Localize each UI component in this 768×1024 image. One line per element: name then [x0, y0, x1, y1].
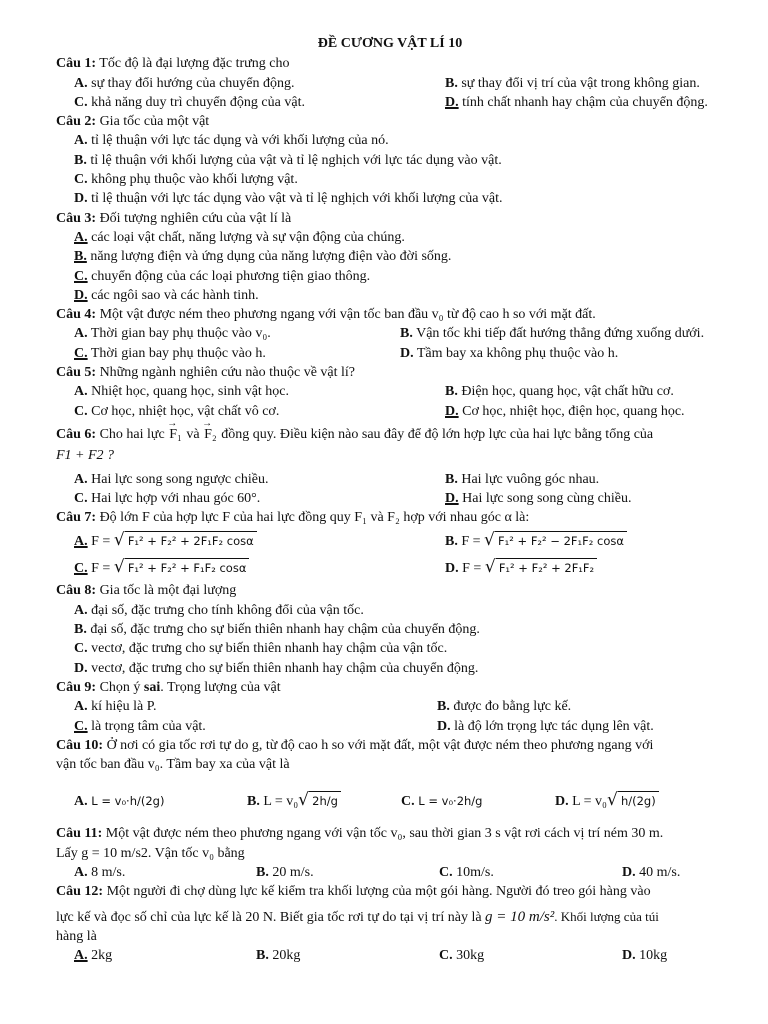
question-label: Câu 3:: [56, 210, 97, 226]
option-c: [421, 863, 604, 882]
formula-prefix: F =: [87, 560, 114, 576]
sqrt-formula: [298, 794, 341, 808]
option-row: [56, 382, 724, 401]
question-text: Gia tốc là một đại lượng: [96, 583, 237, 599]
option-label-answer: C.: [74, 345, 88, 361]
option-d: [56, 286, 724, 305]
option-label: C.: [74, 490, 88, 506]
sqrt-formula: [114, 561, 250, 575]
option-row: [56, 324, 724, 343]
question-label: Câu 9:: [56, 679, 97, 695]
option-label: B.: [437, 699, 450, 715]
option-label: D.: [400, 345, 414, 361]
question-label: Câu 1:: [56, 56, 97, 72]
formula: L = v₀·h/(2g): [87, 793, 165, 808]
radicand: h/(2g): [618, 791, 659, 811]
option-text: 20 m/s.: [268, 864, 314, 880]
option-a: [56, 697, 419, 716]
option-label: A.: [74, 471, 88, 487]
option-label: B.: [74, 249, 87, 265]
option-c: [56, 639, 724, 658]
option-label-answer: D.: [445, 403, 459, 419]
option-d: [604, 946, 768, 965]
option-label: D.: [622, 948, 636, 964]
option-d: [427, 93, 708, 112]
option-text: Thời gian bay phụ thuộc vào v₀.: [87, 326, 271, 342]
option-label: B.: [74, 152, 87, 168]
question-stem: [56, 736, 724, 755]
option-b: [229, 791, 383, 811]
question-text: và: [182, 426, 204, 442]
question-1: [56, 54, 724, 112]
question-label: Câu 11:: [56, 826, 103, 842]
question-stem: [56, 54, 724, 73]
option-b: [56, 151, 724, 170]
option-d: [56, 189, 724, 208]
question-label: Câu 2:: [56, 114, 97, 130]
option-label: B.: [256, 948, 269, 964]
option-text: được đo bằng lực kế.: [449, 699, 572, 715]
question-stem: [56, 508, 724, 527]
option-c: [421, 946, 604, 965]
option-row: [56, 527, 724, 554]
question-text: Ở nơi có gia tốc rơi tự do g, từ độ cao h so với mặt đất, một vật được ném theo phương ngang với: [103, 737, 654, 753]
option-text: Thời gian bay phụ thuộc vào h.: [87, 345, 266, 361]
option-b: [238, 946, 421, 965]
option-label: C.: [439, 864, 453, 880]
radicand: F₁² + F₂² + 2F₁F₂: [496, 558, 597, 578]
option-c: [383, 792, 537, 811]
option-c: [56, 717, 419, 736]
question-4: [56, 305, 724, 363]
question-text-line2: F1 + F2 ?: [56, 448, 115, 464]
option-a: [56, 74, 427, 93]
question-text: lực kế và đọc số chỉ của lực kế là 20 N. Biết gia tốc rơi tự do tại vị trí này là: [56, 909, 486, 925]
question-text-line2: [56, 907, 724, 927]
option-d: [56, 659, 724, 678]
question-text: Những ngành nghiên cứu nào thuộc về vật lí?: [96, 365, 356, 381]
question-text: . Khối lượng của túi: [554, 908, 659, 924]
question-12: [56, 882, 724, 965]
radicand: F₁² + F₂² + F₁F₂ cosα: [125, 558, 250, 578]
option-text: là trọng tâm của vật.: [87, 718, 206, 734]
question-5: [56, 363, 724, 421]
option-c: [56, 170, 724, 189]
option-text: Cơ học, nhiệt học, vật chất vô cơ.: [87, 403, 280, 419]
option-text: Hai lực song song cùng chiều.: [458, 490, 632, 506]
option-text: tỉ lệ thuận với khối lượng của vật và tỉ lệ nghịch với lực tác dụng vào vật.: [86, 152, 502, 168]
option-c: [56, 402, 427, 421]
option-b: [238, 863, 421, 882]
vector-f2: → F₂: [203, 425, 218, 444]
option-row: [56, 344, 724, 363]
question-stem: [56, 363, 724, 382]
formula-prefix: L = v₀: [568, 794, 607, 810]
option-row: [56, 717, 724, 736]
option-text: Điện học, quang học, vật chất hữu cơ.: [457, 384, 674, 400]
option-label: D.: [74, 287, 88, 303]
option-label: C.: [74, 172, 88, 188]
question-label: Câu 10:: [56, 737, 104, 753]
option-b: [56, 247, 724, 266]
option-label: C.: [74, 403, 88, 419]
option-b: [427, 382, 674, 401]
option-label: B.: [74, 622, 87, 638]
option-label-answer: A.: [74, 533, 88, 549]
option-row: [56, 778, 724, 824]
option-label: B.: [247, 794, 260, 810]
option-a: [56, 382, 427, 401]
option-text: các loại vật chất, năng lượng và sự vận động của chúng.: [87, 229, 405, 245]
option-d: [604, 863, 768, 882]
option-label-answer: A.: [74, 229, 88, 245]
option-b: [427, 470, 599, 489]
option-text: 20kg: [268, 948, 301, 964]
option-row: [56, 470, 724, 489]
question-text: Một vật được ném theo phương ngang với vận tốc v₀, sau thời gian 3 s vật rơi cách vị trí ném 30 m.: [102, 826, 664, 842]
option-label: B.: [400, 326, 413, 342]
option-text: khả năng duy trì chuyển động của vật.: [87, 94, 305, 110]
vector-f1: → F₁: [168, 425, 183, 444]
option-a: [56, 131, 724, 150]
option-a: [56, 531, 427, 551]
option-label: D.: [555, 794, 569, 810]
option-text: tỉ lệ thuận với lực tác dụng và với khối lượng của nó.: [87, 133, 389, 149]
option-label: C.: [74, 641, 88, 657]
question-label: Câu 4:: [56, 307, 97, 323]
option-d: [427, 489, 631, 508]
option-c: [56, 93, 427, 112]
question-text-line2: Lấy g = 10 m/s2. Vận tốc v₀ bằng: [56, 845, 245, 861]
option-label: D.: [622, 864, 636, 880]
question-9: [56, 678, 724, 736]
option-label: C.: [74, 560, 88, 576]
question-10: [56, 736, 724, 825]
question-label: Câu 5:: [56, 365, 97, 381]
option-label: A.: [74, 699, 88, 715]
formula-prefix: L = v₀: [259, 794, 299, 810]
question-stem: [56, 112, 724, 131]
option-d: [537, 791, 720, 811]
question-stem: [56, 209, 724, 228]
option-text: Hai lực hợp với nhau góc 60°.: [87, 490, 261, 506]
option-label: B.: [256, 864, 269, 880]
option-label-answer: C.: [74, 718, 88, 734]
option-label-answer: D.: [445, 94, 459, 110]
option-row: [56, 489, 724, 508]
radicand: 2h/g: [309, 791, 341, 811]
option-label: A.: [74, 864, 88, 880]
question-text: Cho hai lực: [96, 426, 169, 442]
formula: L = v₀·2h/g: [414, 793, 483, 808]
option-label: D.: [437, 718, 451, 734]
option-row: [56, 93, 724, 112]
option-row: [56, 697, 724, 716]
question-emphasis: sai: [143, 679, 161, 695]
option-label: A.: [74, 793, 88, 809]
option-label: C.: [401, 793, 415, 809]
option-text: Tầm bay xa không phụ thuộc vào h.: [413, 345, 619, 361]
option-label-answer: A.: [74, 948, 88, 964]
option-b: [427, 74, 700, 93]
sqrt-formula: [114, 534, 257, 548]
option-label: A.: [74, 133, 88, 149]
question-text: Đối tượng nghiên cứu của vật lí là: [96, 210, 292, 226]
option-b: [419, 697, 571, 716]
option-label: C.: [439, 948, 453, 964]
question-3: [56, 209, 724, 305]
question-text: Chọn ý: [96, 679, 144, 695]
radicand: F₁² + F₂² + 2F₁F₂ cosα: [125, 531, 257, 551]
option-label: A.: [74, 384, 88, 400]
radicand: F₁² + F₂² − 2F₁F₂ cosα: [495, 531, 627, 551]
question-stem: [56, 678, 724, 697]
option-text: Cơ học, nhiệt học, điện học, quang học.: [458, 403, 685, 419]
question-6: [56, 421, 724, 508]
option-label: B.: [445, 533, 458, 549]
option-text: Hai lực song song ngược chiều.: [87, 471, 269, 487]
question-text: Một vật được ném theo phương ngang với vận tốc ban đầu v₀ từ độ cao h so với mặt đất.: [96, 307, 596, 323]
document-title: ĐỀ CƯƠNG VẬT LÍ 10: [317, 36, 463, 51]
option-row: [56, 554, 724, 581]
option-text: sự thay đổi hướng của chuyển động.: [87, 75, 295, 91]
option-label: A.: [74, 326, 88, 342]
question-text: Một người đi chợ dùng lực kế kiểm tra khối lượng của một gói hàng. Người đó treo gói hàng vào: [103, 884, 651, 900]
question-text: Độ lớn F của hợp lực F của hai lực đồng quy F₁ và F₂ hợp với nhau góc α là:: [96, 510, 530, 526]
question-text: Gia tốc của một vật: [96, 114, 210, 130]
option-d: [427, 402, 685, 421]
option-text: tính chất nhanh hay chậm của chuyển động.: [458, 94, 708, 110]
formula-prefix: F =: [87, 533, 114, 549]
question-stem: [56, 425, 724, 444]
question-label: Câu 6:: [56, 426, 97, 442]
option-a: [56, 228, 724, 247]
option-c: [56, 489, 427, 508]
option-text: 40 m/s.: [635, 864, 681, 880]
option-c: [56, 267, 724, 286]
option-text: 10m/s.: [452, 864, 494, 880]
question-label: Câu 12:: [56, 884, 104, 900]
option-label: D.: [74, 660, 88, 676]
option-text: không phụ thuộc vào khối lượng vật.: [87, 172, 298, 188]
option-text: 30kg: [452, 948, 485, 964]
sqrt-formula: [607, 794, 659, 808]
option-b: [56, 620, 724, 639]
formula: g = 10 m/s²: [485, 908, 555, 925]
option-label: C.: [74, 94, 88, 110]
option-text: Vận tốc khi tiếp đất hướng thẳng đứng xuống dưới.: [412, 326, 705, 342]
option-text: tỉ lệ thuận với lực tác dụng vào vật và tỉ lệ nghịch với khối lượng của vật.: [87, 191, 503, 207]
option-d: [427, 558, 597, 578]
option-row: [56, 74, 724, 93]
option-label-answer: D.: [445, 490, 459, 506]
question-label: Câu 8:: [56, 583, 97, 599]
question-text-line2: vận tốc ban đầu v₀. Tầm bay xa của vật là: [56, 757, 290, 773]
option-text: 8 m/s.: [87, 864, 126, 880]
option-text: vectơ, đặc trưng cho sự biến thiên nhanh hay chậm của vận tốc.: [87, 641, 448, 657]
option-label: A.: [74, 75, 88, 91]
question-label: Câu 7:: [56, 510, 97, 526]
question-stem: [56, 305, 724, 324]
option-text: các ngôi sao và các hành tinh.: [87, 287, 259, 303]
option-a: [56, 946, 238, 965]
question-stem: [56, 824, 724, 843]
formula-prefix: F =: [457, 533, 485, 549]
option-text: 10kg: [635, 948, 668, 964]
option-text: Nhiệt học, quang học, sinh vật học.: [87, 384, 290, 400]
question-7: [56, 508, 724, 581]
option-a: [56, 863, 238, 882]
option-label: B.: [445, 75, 458, 91]
option-label: B.: [445, 471, 458, 487]
question-text: . Trọng lượng của vật: [160, 679, 281, 695]
formula-prefix: F =: [458, 560, 485, 576]
sqrt-formula: [484, 534, 627, 548]
option-label: D.: [445, 560, 459, 576]
option-row: [56, 402, 724, 421]
option-label: A.: [74, 602, 88, 618]
question-2: [56, 112, 724, 208]
question-stem: [56, 882, 724, 901]
option-b: [427, 531, 627, 551]
option-a: [56, 601, 724, 620]
option-row: [56, 863, 724, 882]
option-a: [56, 470, 427, 489]
option-text: đại số, đặc trưng cho tính không đổi của vận tốc.: [87, 602, 364, 618]
option-text: 2kg: [87, 948, 113, 964]
question-stem: [56, 581, 724, 600]
option-label: C.: [74, 268, 88, 284]
option-text: kí hiệu là P.: [87, 699, 157, 715]
option-row: [56, 946, 724, 965]
option-text: sự thay đổi vị trí của vật trong không gian.: [457, 75, 700, 91]
option-d: [382, 344, 618, 363]
question-text: đồng quy. Điều kiện nào sau đây để độ lớn hợp lực của hai lực bằng tổng của: [217, 426, 654, 442]
option-text: chuyển động của các loại phương tiện giao thông.: [87, 268, 371, 284]
sqrt-formula: [485, 561, 597, 575]
question-text-line3: hàng là: [56, 928, 97, 944]
question-11: [56, 824, 724, 882]
option-a: [56, 792, 229, 811]
option-d: [419, 717, 654, 736]
question-8: [56, 581, 724, 677]
option-a: [56, 324, 382, 343]
option-text: đại số, đặc trưng cho sự biến thiên nhanh hay chậm của chuyển động.: [86, 622, 480, 638]
question-text: Tốc độ là đại lượng đặc trưng cho: [96, 56, 290, 72]
option-b: [382, 324, 704, 343]
option-c: [56, 344, 382, 363]
option-text: là độ lớn trọng lực tác dụng lên vật.: [450, 718, 654, 734]
option-text: Hai lực vuông góc nhau.: [457, 471, 600, 487]
option-c: [56, 558, 427, 578]
option-text: năng lượng điện và ứng dụng của năng lượng điện vào đời sống.: [86, 249, 452, 265]
option-text: vectơ, đặc trưng cho sự biến thiên nhanh hay chậm của chuyển động.: [87, 660, 479, 676]
option-label: D.: [74, 191, 88, 207]
option-label: B.: [445, 384, 458, 400]
